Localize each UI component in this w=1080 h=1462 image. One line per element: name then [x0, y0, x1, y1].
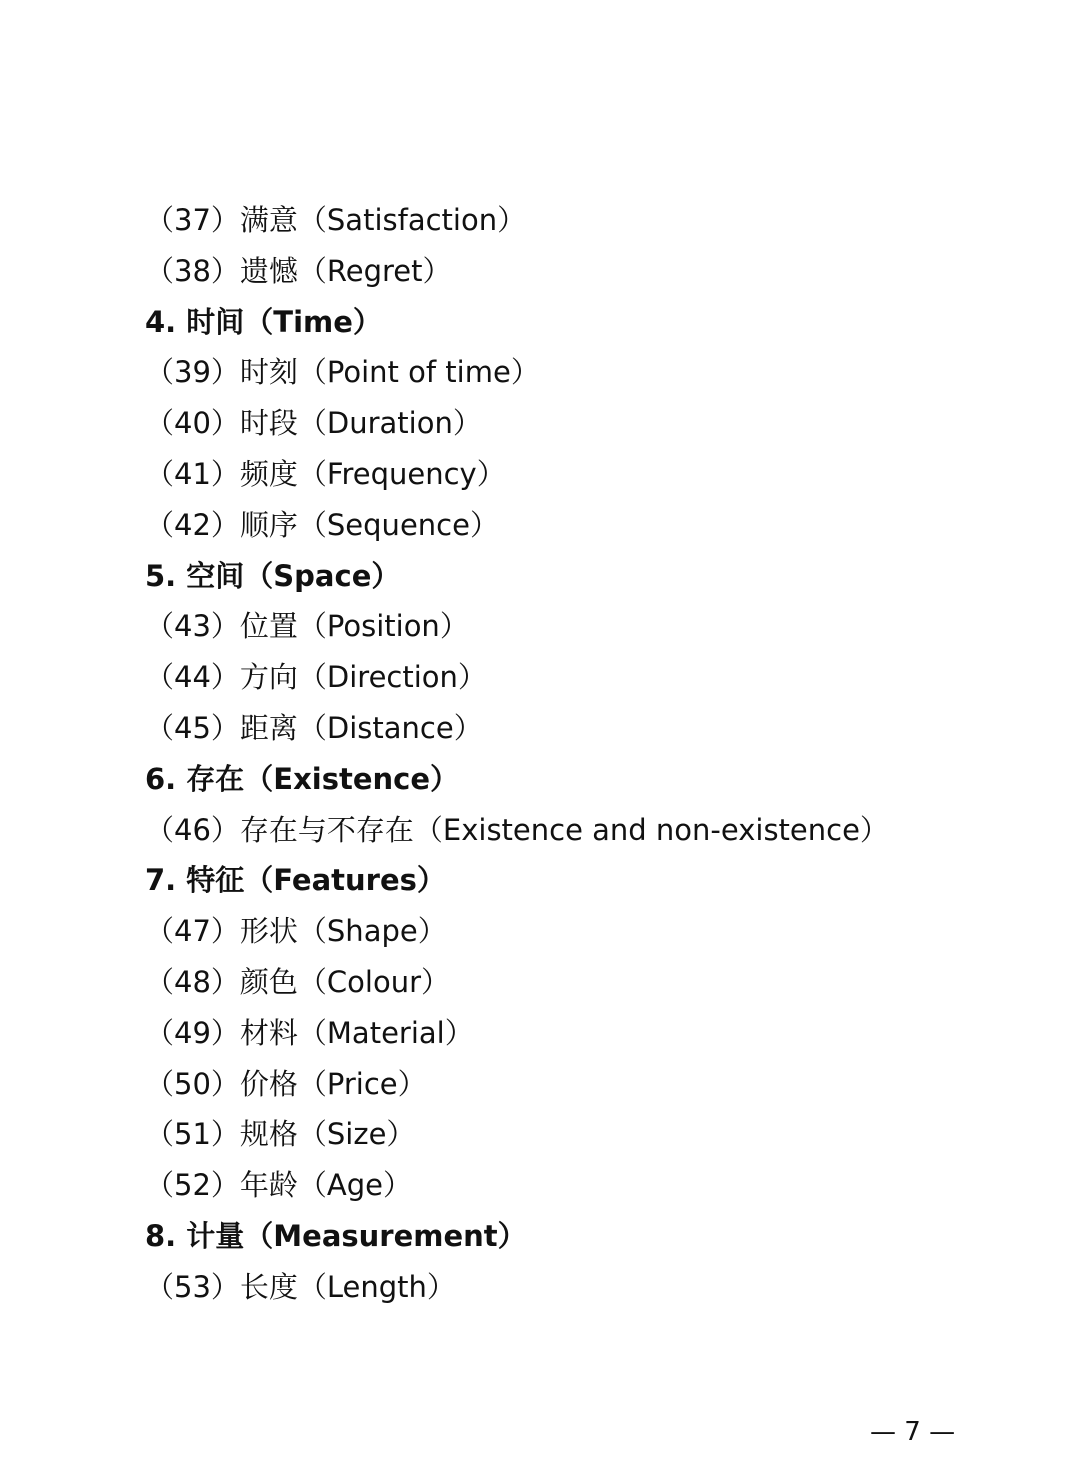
list-item: （43）位置（Position）	[145, 609, 469, 644]
page-number: — 7 —	[870, 1417, 956, 1447]
list-item: （44）方向（Direction）	[145, 660, 487, 695]
list-item: （38）遗憾（Regret）	[145, 253, 452, 288]
list-item: （41）频度（Frequency）	[145, 456, 506, 491]
category-list	[145, 195, 1025, 1313]
list-item: （53）长度（Length）	[145, 1269, 456, 1304]
list-item: （48）颜色（Colour）	[145, 964, 450, 999]
section-heading: 4. 时间（Time）	[145, 304, 382, 339]
list-item: （40）时段（Duration）	[145, 406, 482, 441]
section-heading: 5. 空间（Space）	[145, 558, 401, 593]
section-heading: 6. 存在（Existence）	[145, 761, 460, 796]
list-item: （50）价格（Price）	[145, 1066, 427, 1101]
list-item: （37）满意（Satisfaction）	[145, 203, 527, 237]
section-heading: 7. 特征（Features）	[145, 863, 446, 898]
section-heading: 8. 计量（Measurement）	[145, 1218, 527, 1253]
list-item: （47）形状（Shape）	[145, 914, 447, 949]
list-item: （45）距离（Distance）	[145, 710, 483, 745]
list-item: （46）存在与不存在（Existence and non-existence）	[145, 812, 889, 847]
list-item: （51）规格（Size）	[145, 1117, 416, 1152]
list-item: （49）材料（Material）	[145, 1015, 474, 1050]
list-item: （42）顺序（Sequence）	[145, 507, 499, 542]
list-item: （39）时刻（Point of time）	[145, 355, 540, 390]
list-item: （52）年龄（Age）	[145, 1168, 412, 1203]
